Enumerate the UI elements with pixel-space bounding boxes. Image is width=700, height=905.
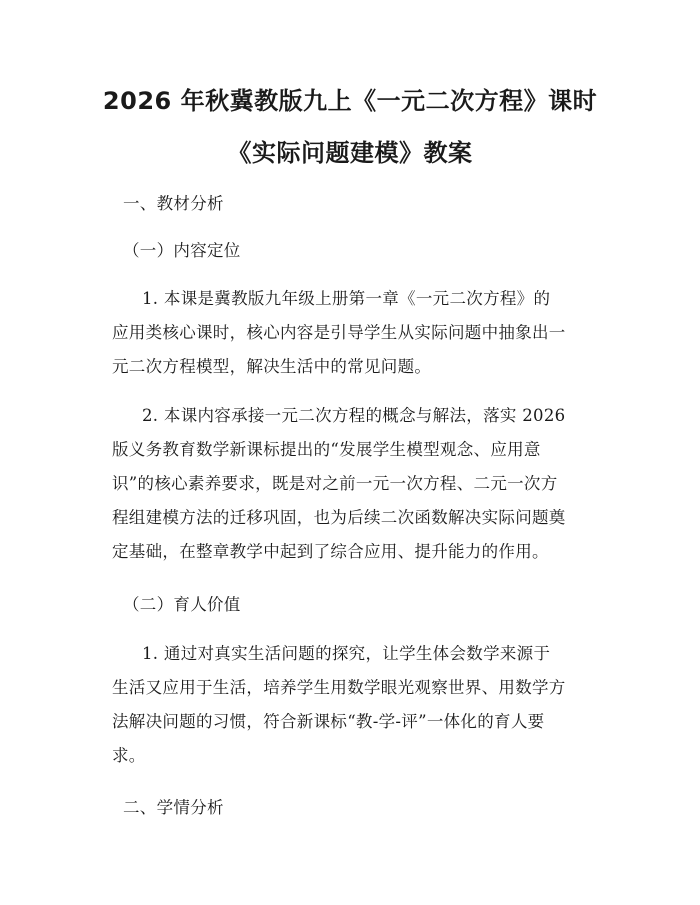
para2-line5: 定基础，在整章教学中起到了综合应用、提升能力的作用。 <box>112 542 549 561</box>
para2-line3: 识”的核心素养要求，既是对之前一元一次方程、二元一次方 <box>112 474 558 493</box>
para1-line2: 应用类核心课时，核心内容是引导学生从实际问题中抽象出一 <box>112 323 566 342</box>
document-title-line2: 《实际问题建模》教案 <box>227 139 473 167</box>
para2-line1: 2. 本课内容承接一元二次方程的概念与解法，落实 2026 <box>142 406 566 425</box>
para2-line4: 程组建模方法的迁移巩固，也为后续二次函数解决实际问题奠 <box>112 508 566 527</box>
subsection2-heading: （二）育人价值 <box>123 595 241 614</box>
para1-line1: 1. 本课是冀教版九年级上册第一章《一元二次方程》的 <box>142 289 551 308</box>
para3-line4: 求。 <box>112 746 146 765</box>
para3-line2: 生活又应用于生活，培养学生用数学眼光观察世界、用数学方 <box>112 678 566 697</box>
section2-heading: 二、学情分析 <box>123 798 224 817</box>
para1-line3: 元二次方程模型，解决生活中的常见问题。 <box>112 357 432 376</box>
document-title-line1: 2026 年秋冀教版九上《一元二次方程》课时 <box>102 87 598 115</box>
para3-line1: 1. 通过对真实生活问题的探究，让学生体会数学来源于 <box>142 644 551 663</box>
para3-line3: 法解决问题的习惯，符合新课标“教-学-评”一体化的育人要 <box>112 712 545 731</box>
section1-heading: 一、教材分析 <box>123 194 224 213</box>
subsection1-heading: （一）内容定位 <box>123 241 241 260</box>
para2-line2: 版义务教育数学新课标提出的“发展学生模型观念、应用意 <box>112 440 541 459</box>
